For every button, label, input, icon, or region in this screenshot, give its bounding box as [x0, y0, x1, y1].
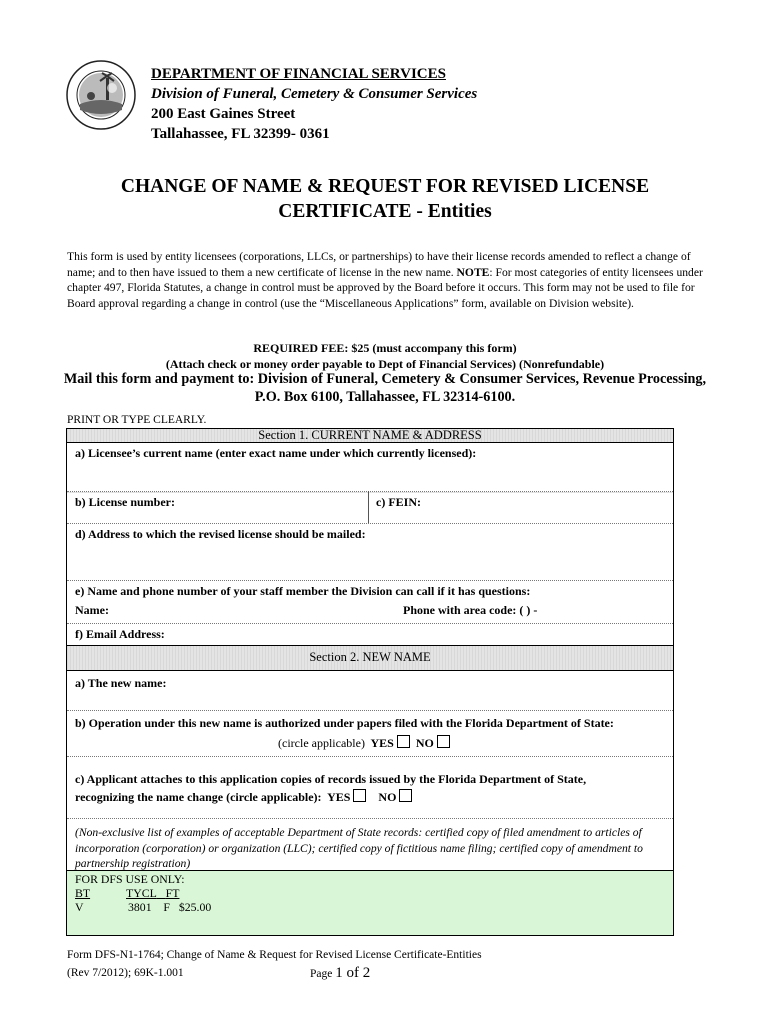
records-label-line2: recognizing the name change (circle applicable): YES NO — [75, 789, 412, 805]
mailing-address-label: d) Address to which the revised license should be mailed: — [75, 527, 366, 541]
email-field[interactable] — [187, 627, 667, 643]
license-number-field[interactable] — [67, 511, 367, 521]
city-address: Tallahassee, FL 32399- 0361 — [151, 126, 330, 142]
records-yes[interactable]: YES — [327, 790, 351, 804]
dfs-values: 3801 F $25.00 — [128, 900, 212, 914]
mailing-instructions: Mail this form and payment to: Division of Funeral, Cemetery & Consumer Services, Revenue Processing, P.O. Box 6100, Tallahassee, FL 32314-6100. — [63, 371, 707, 405]
records-no[interactable]: NO — [378, 790, 397, 804]
authorization-yes-checkbox[interactable] — [397, 735, 410, 748]
new-name-field[interactable] — [67, 691, 673, 709]
current-name-field[interactable] — [67, 461, 673, 491]
records-examples: (Non-exclusive list of examples of acceptable Department of State records: certified copy of filed amendment to articles of incorporation (corporation) or organization (LLC); certified copy of fictitious name filing; certified copy of amendment to partnership registration) — [75, 826, 643, 870]
dfs-use-heading: FOR DFS USE ONLY: — [75, 872, 185, 886]
authorization-label: b) Operation under this new name is authorized under papers filed with the Florida Department of State: — [75, 716, 614, 730]
license-number-label: b) License number: — [75, 495, 175, 509]
authorization-no-checkbox[interactable] — [437, 735, 450, 748]
contact-name-label: Name: — [75, 603, 109, 617]
contact-label: e) Name and phone number of your staff member the Division can call if it has questions: — [75, 584, 531, 598]
department-name: DEPARTMENT OF FINANCIAL SERVICES — [151, 66, 446, 82]
required-fee: REQUIRED FEE: $25 (must accompany this form) (Attach check or money order payable to Dept of Financial Services) (Nonrefundable) — [165, 341, 605, 371]
dfs-use-only-box — [67, 870, 673, 935]
email-label: f) Email Address: — [75, 627, 165, 641]
authorization-yes[interactable]: YES — [370, 736, 394, 750]
dfs-col-bt: BT — [75, 886, 91, 900]
section2-heading: Section 2. NEW NAME — [309, 650, 431, 664]
application-form — [66, 428, 674, 936]
authorization-no[interactable]: NO — [415, 736, 434, 750]
form-footer — [67, 946, 482, 982]
form-number: Form DFS-N1-1764; Change of Name & Request for Revised License Certificate-Entities — [67, 949, 482, 961]
revision-line: (Rev 7/2012); 69K-1.001 Page 1 of 2 — [67, 965, 371, 981]
dfs-val-v: V — [75, 900, 84, 914]
records-label-line1: c) Applicant attaches to this application copies of records issued by the Florida Department of State, — [75, 772, 587, 786]
florida-state-seal — [66, 60, 136, 130]
agency-header — [151, 64, 477, 144]
division-name: Division of Funeral, Cemetery & Consumer Services — [151, 86, 478, 102]
records-no-checkbox[interactable] — [399, 789, 412, 802]
section1-heading: Section 1. CURRENT NAME & ADDRESS — [258, 428, 482, 442]
page-indicator: Page 1 of 2 — [310, 965, 371, 981]
fein-field[interactable] — [369, 511, 669, 521]
print-notice: PRINT OR TYPE CLEARLY. — [67, 414, 207, 426]
records-yes-checkbox[interactable] — [353, 789, 366, 802]
intro-paragraph: This form is used by entity licensees (corporations, LLCs, or partnerships) to have their license records amended to reflect a change of name; and to then have issued to them a new certificate of license in the new name. NOTE: For most categories of entity licensees under chapter 497, Florida Statutes, a change in control must be approved by the Board before it occurs. This form may not be used to file for Board approval regarding a change in control (use the “Miscellaneous Applications” form, available on Division website). — [67, 250, 703, 310]
fein-label: c) FEIN: — [376, 495, 421, 509]
form-title: CHANGE OF NAME & REQUEST FOR REVISED LICENSE CERTIFICATE - Entities — [120, 176, 650, 222]
street-address: 200 East Gaines Street — [151, 106, 296, 122]
authorization-choice: (circle applicable) YES NO — [278, 735, 450, 751]
dfs-col-tycl-ft: TYCL FT — [126, 886, 180, 900]
current-name-label: a) Licensee’s current name (enter exact name under which currently licensed): — [75, 446, 477, 460]
mailing-address-field[interactable] — [67, 543, 673, 579]
phone-label: Phone with area code: ( ) - — [403, 603, 538, 617]
new-name-label: a) The new name: — [75, 676, 167, 690]
